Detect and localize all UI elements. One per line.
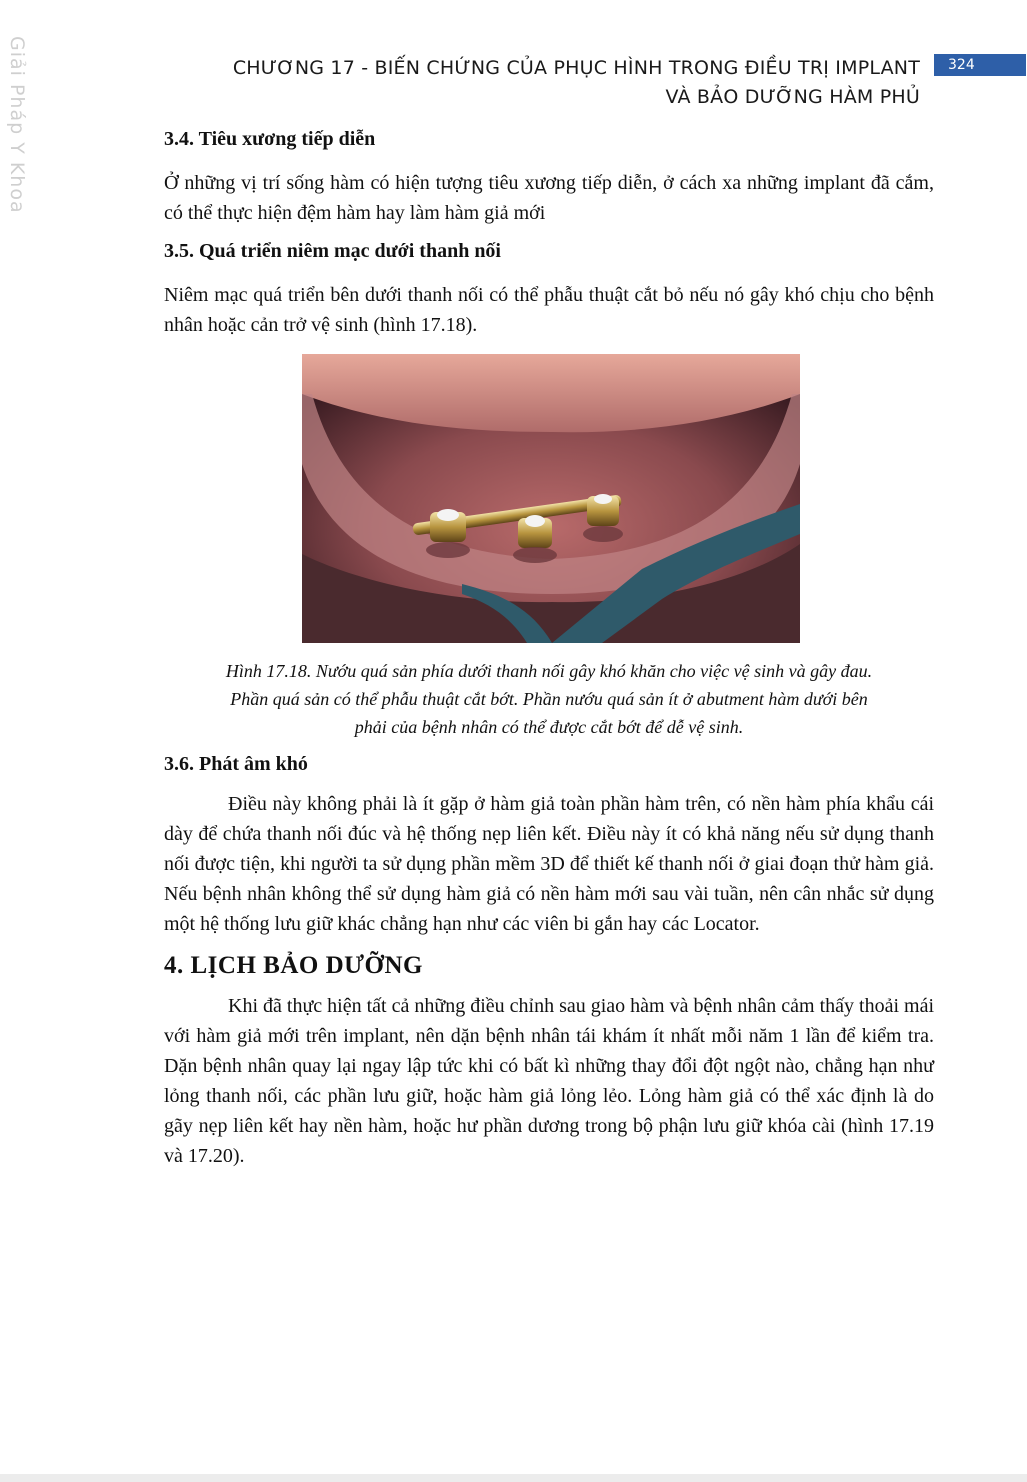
section-3-4-heading: 3.4. Tiêu xương tiếp diễn [164,128,376,150]
watermark-text: Giải Pháp Y Khoa [6,36,28,214]
caption-line-3: phải của bệnh nhân có thể được cắt bớt để dễ vệ sinh. [354,717,744,737]
bottom-edge-bar [0,1474,1027,1482]
section-3-4-body: Ở những vị trí sống hàm có hiện tượng tiêu xương tiếp diễn, ở cách xa những implant đã cắm, có thể thực hiện đệm hàm hay làm hàm giả mới [164,172,934,224]
section-3-5-heading: 3.5. Quá triển niêm mạc dưới thanh nối [164,240,501,262]
chapter-header [120,54,920,112]
figure-17-18-caption [164,657,934,741]
caption-line-2: Phần quá sản có thể phẫu thuật cắt bớt. Phần nướu quá sản ít ở abutment hàm dưới bên [230,689,868,709]
section-3-6-heading: 3.6. Phát âm khó [164,753,308,775]
chapter-title-line1: CHƯƠNG 17 - BIẾN CHỨNG CỦA PHỤC HÌNH TRONG ĐIỀU TRỊ IMPLANT [232,57,920,79]
section-3-6-body: Điều này không phải là ít gặp ở hàm giả toàn phần hàm trên, có nền hàm phía khẩu cái dày để chứa thanh nối đúc và hệ thống nẹp liên kết. Điều này ít có khả năng nếu sử dụng thanh nối được tiện, khi người ta sử dụng phần mềm 3D để thiết kế thanh nối ở giai đoạn thử hàm giả. Nếu bệnh nhân không thể sử dụng hàm giả có nền hàm mới sau vài tuần, nên cân nhắc sử dụng một hệ thống lưu giữ khác chẳng hạn như các viên bi gắn hay các Locator. [164,793,934,935]
section-3-5-body: Niêm mạc quá triển bên dưới thanh nối có thể phẫu thuật cắt bỏ nếu nó gây khó chịu cho bệnh nhân hoặc cản trở vệ sinh (hình 17.18). [164,284,934,336]
intraoral-photo-illustration [302,354,800,643]
figure-17-18-photo [302,354,800,643]
page-number-badge: 324 [934,54,1026,76]
section-4-body: Khi đã thực hiện tất cả những điều chỉnh sau giao hàm và bệnh nhân cảm thấy thoải mái với hàm giả mới trên implant, nên dặn bệnh nhân tái khám ít nhất mỗi năm 1 lần để kiểm tra. Dặn bệnh nhân quay lại ngay lập tức khi có bất kì những thay đổi đột ngột nào, chẳng hạn như lỏng thanh nối, các phần lưu giữ, hoặc hàm giả lỏng lẻo. Lỏng hàm giả có thể xác định là do gãy nẹp liên kết hay nền hàm, hoặc hư phần dương trong bộ phận lưu giữ khóa cài (hình 17.19 và 17.20). [164,995,934,1167]
chapter-title-line2: VÀ BẢO DƯỠNG HÀM PHỦ [665,86,920,108]
page-content [164,124,934,1171]
section-4-heading: 4. LỊCH BẢO DƯỠNG [164,952,423,979]
caption-line-1: Hình 17.18. Nướu quá sản phía dưới thanh nối gây khó khăn cho việc vệ sinh và gây đau. [225,661,873,681]
